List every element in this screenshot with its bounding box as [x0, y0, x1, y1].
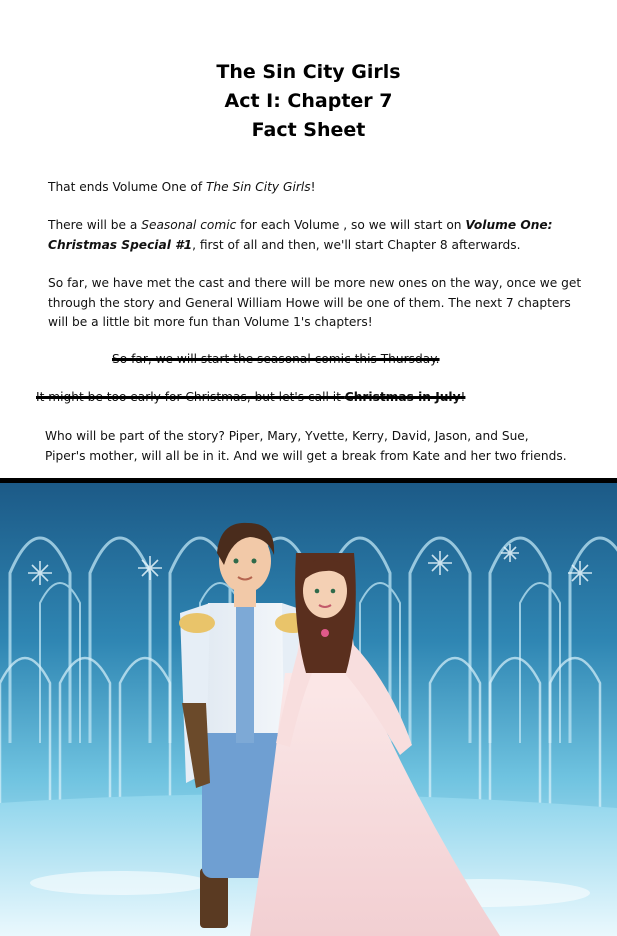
struck-line-thursday: So far, we will start the seasonal comic this Thursday.: [112, 352, 440, 366]
title-line-3: Fact Sheet: [251, 119, 366, 141]
seasonal-comic-italic: Seasonal comic: [141, 218, 237, 232]
christmas-special-bold: Christmas Special #1: [48, 237, 193, 252]
christmas-in-july-bold: Christmas in July: [344, 390, 461, 404]
fact-sheet-title: [0, 58, 617, 145]
title-line-1: The Sin City Girls: [216, 61, 401, 83]
paragraph-cast: So far, we have met the cast and there will be more new ones on the way, once we get through the story and General William Howe will be one of them. The next 7 chapters will be a little bit more fun than Volume 1's chapters!: [48, 276, 582, 329]
paragraph-seasonal-comic: There will be a Seasonal comic for each Volume , so we will start on Volume One: Christmas Special #1, first of all and then, we'll start Chapter 8 afterwards.: [48, 218, 553, 252]
ice-palace-illustration: [0, 483, 617, 936]
struck-line-christmas-in-july: It might be too early for Christmas, but let's call it Christmas in July!: [36, 390, 466, 404]
paragraph-characters: Who will be part of the story? Piper, Mary, Yvette, Kerry, David, Jason, and Sue, Piper's mother, will all be in it. And we will get a break from Kate and her two friends.: [45, 429, 567, 463]
comic-title-italic: The Sin City Girls: [205, 180, 311, 194]
volume-one-bold: Volume One:: [465, 218, 553, 232]
paragraph-volume-end: That ends Volume One of The Sin City Girls!: [48, 180, 316, 194]
title-line-2: Act I: Chapter 7: [224, 90, 393, 112]
